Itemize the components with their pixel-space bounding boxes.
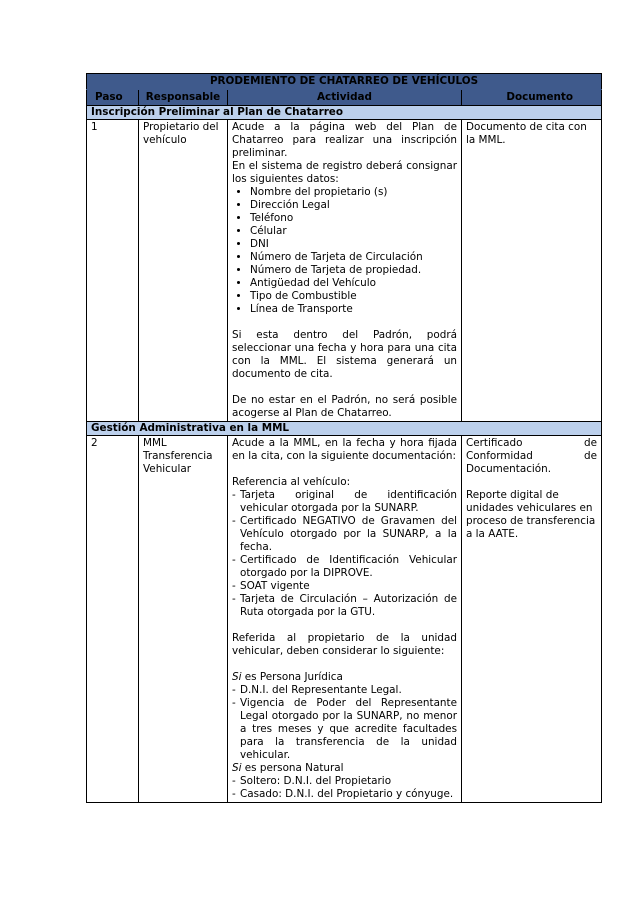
list-item: • Nombre del propietario (s) (250, 186, 457, 199)
paso-cell: 2 (87, 436, 139, 803)
column-header-actividad: Actividad (228, 90, 462, 106)
list-item: - Casado: D.N.I. del Propietario y cónyuge. (232, 788, 457, 801)
activity-text: Acude a la página web del Plan de Chatarreo para realizar una inscripción preliminar. (232, 121, 457, 159)
documento-text: Reporte digital de unidades vehiculares en proceso de transferencia a la AATE. (466, 489, 596, 540)
list-item: - Vigencia de Poder del Representante Legal otorgado por la SUNARP, no menor a tres meses y que acredite facultades para la transferencia de la unidad vehicular. (232, 697, 457, 762)
list-item: - SOAT vigente (232, 580, 457, 593)
column-header-documento: Documento (462, 90, 602, 106)
list-item: • DNI (250, 238, 457, 251)
section-row-gestion (87, 422, 602, 436)
activity-text: Si esta dentro del Padrón, podrá seleccionar una fecha y hora para una cita con la MML. El sistema generará un documento de cita. (232, 329, 457, 380)
documento-cell (462, 436, 602, 803)
list-item: • Número de Tarjeta de Circulación (250, 251, 457, 264)
si-word: Si (232, 762, 242, 774)
vehicle-docs-list (232, 489, 457, 619)
list-item: - Tarjeta de Circulación – Autorización de Ruta otorgada por la GTU. (232, 593, 457, 619)
actividad-cell (228, 436, 462, 803)
column-header-paso: Paso (87, 90, 139, 106)
actividad-cell (228, 120, 462, 422)
column-header-row (87, 90, 602, 106)
list-item: - D.N.I. del Representante Legal. (232, 684, 457, 697)
list-item: • Antigüedad del Vehículo (250, 277, 457, 290)
documento-cell: Documento de cita con la MML. (462, 120, 602, 422)
activity-text: Referencia al vehículo: (232, 476, 351, 488)
list-item: • Línea de Transporte (250, 303, 457, 316)
table-title-row (87, 74, 602, 90)
table-title: PRODEMIENTO DE CHATARREO DE VEHÍCULOS (87, 74, 602, 90)
list-item: - Certificado NEGATIVO de Gravamen del Vehículo otorgado por la SUNARP, a la fecha. (232, 515, 457, 554)
juridica-docs-list (232, 684, 457, 762)
column-header-responsable: Responsable (139, 90, 228, 106)
list-item: - Tarjeta original de identificación vehicular otorgada por la SUNARP. (232, 489, 457, 515)
list-item: • Número de Tarjeta de propiedad. (250, 264, 457, 277)
list-item: • Teléfono (250, 212, 457, 225)
si-word: Si (232, 671, 242, 683)
table-row (87, 120, 602, 422)
natural-docs-list (232, 775, 457, 801)
list-item: • Célular (250, 225, 457, 238)
procedure-table (86, 73, 602, 803)
activity-text: Referida al propietario de la unidad vehicular, deben considerar lo siguiente: (232, 632, 457, 657)
data-fields-list (232, 186, 457, 316)
section-row-inscripcion (87, 106, 602, 120)
list-item: • Dirección Legal (250, 199, 457, 212)
juridica-label: es Persona Jurídica (241, 671, 343, 683)
list-item: - Soltero: D.N.I. del Propietario (232, 775, 457, 788)
section-label: Inscripción Preliminar al Plan de Chatarreo (87, 106, 602, 120)
paso-cell: 1 (87, 120, 139, 422)
juridica-heading (232, 671, 457, 684)
activity-text: En el sistema de registro deberá consignar los siguientes datos: (232, 160, 457, 185)
list-item: • Tipo de Combustible (250, 290, 457, 303)
activity-text: De no estar en el Padrón, no será posible acogerse al Plan de Chatarreo. (232, 394, 457, 419)
table-row (87, 436, 602, 803)
responsable-cell: MML Transferencia Vehicular (139, 436, 228, 803)
natural-heading (232, 762, 457, 775)
list-item: - Certificado de Identificación Vehicular otorgado por la DIPROVE. (232, 554, 457, 580)
activity-text: Acude a la MML, en la fecha y hora fijada en la cita, con la siguiente documentación: (232, 437, 457, 462)
documento-text: Certificado de Conformidad de Documentación. (466, 437, 598, 475)
natural-label: es persona Natural (241, 762, 344, 774)
responsable-cell: Propietario del vehículo (139, 120, 228, 422)
section-label: Gestión Administrativa en la MML (87, 422, 602, 436)
